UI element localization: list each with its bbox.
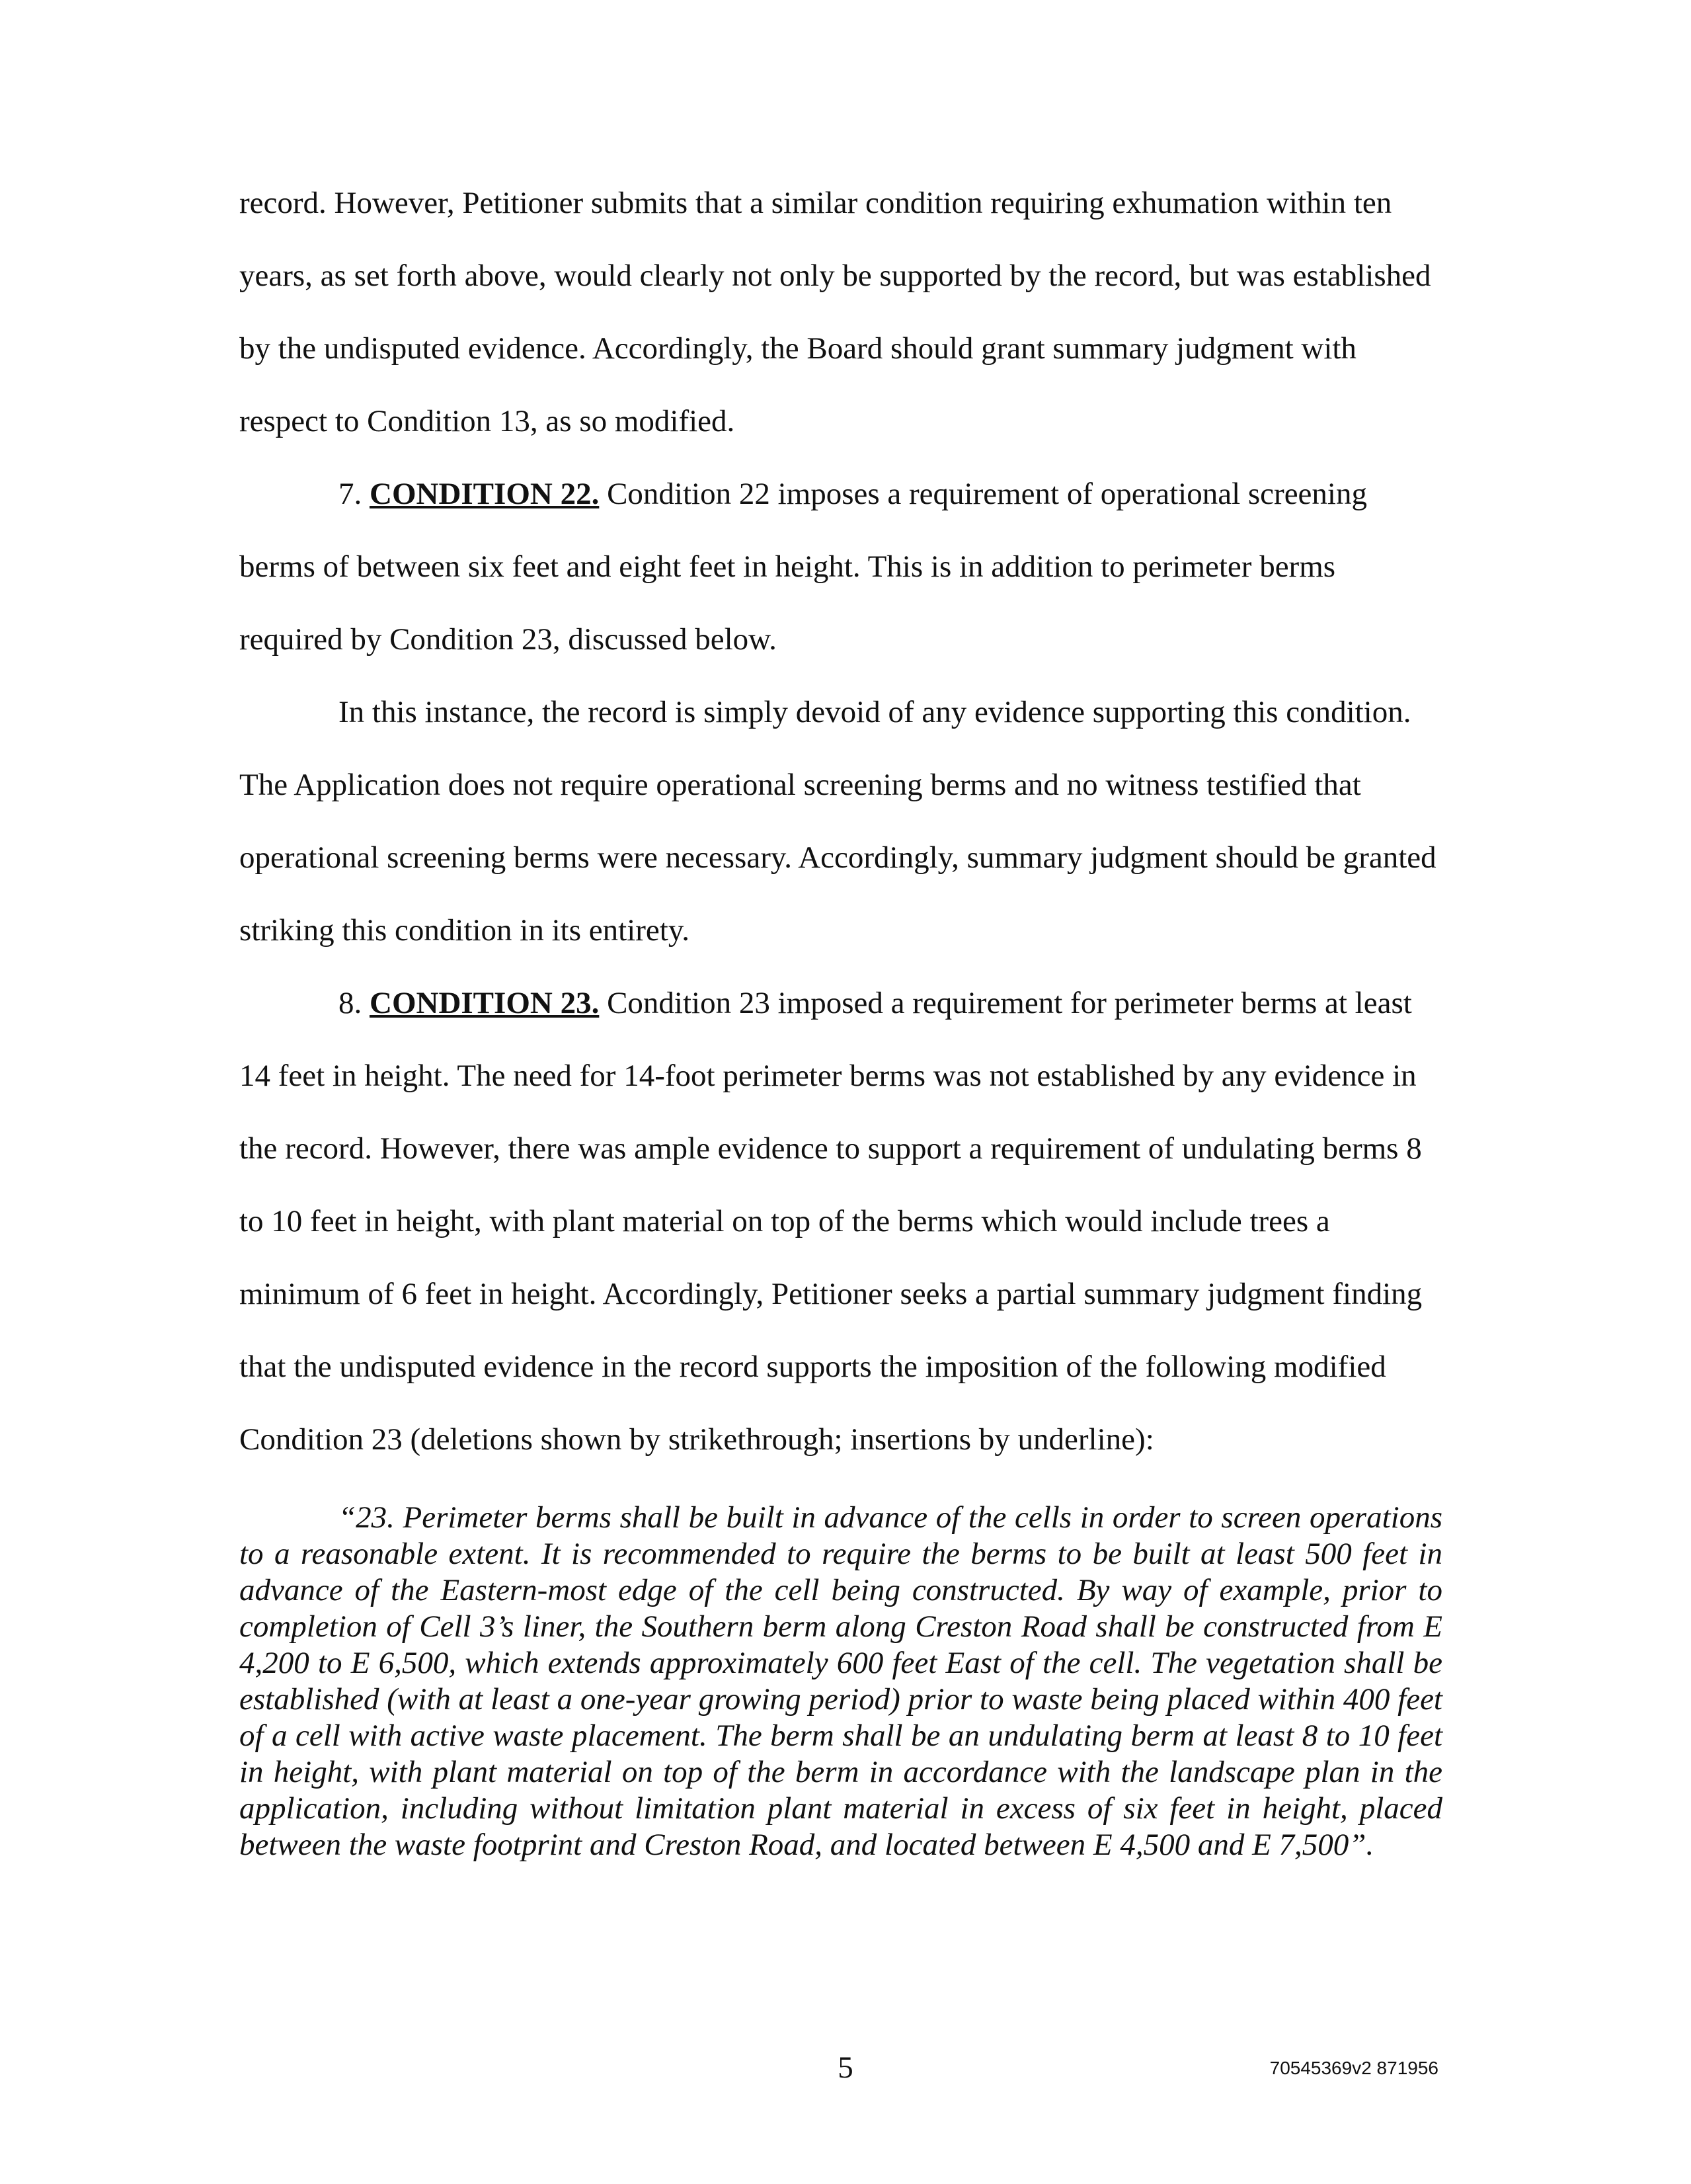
section-number: 7. <box>338 477 362 511</box>
document-id: 70545369v2 871956 <box>1269 2058 1438 2078</box>
section-text: Condition 23 imposed a requirement for perimeter berms at least 14 feet in height. The need for 14-foot perimeter berms was not established by any evidence in the record. However, there was ample evidence to support a requirement of undulating berms 8 to 10 feet in height, with plant material on top of the berms which would include trees a minimum of 6 feet in height. Accordingly, Petitioner seeks a partial summary judgment finding that the undisputed evidence in the record supports the imposition of the following modified Condition 23 (deletions shown by strikethrough; insertions by underline): <box>239 986 1423 1457</box>
section-text: Condition 22 imposes a requirement of operational screening berms of between six feet and eight feet in height. This is in addition to perimeter berms required by Condition 23, discussed below. <box>239 477 1367 657</box>
document-body <box>239 167 1442 1863</box>
paragraph-condition-22-argument: In this instance, the record is simply devoid of any evidence supporting this condition. The Application does not require operational screening berms and no witness testified that operational screening berms were necessary. Accordingly, summary judgment should be granted striking this condition in its entirety. <box>239 695 1436 948</box>
paragraph-continuation: record. However, Petitioner submits that a similar condition requiring exhumation within ten years, as set forth above, would clearly not only be supported by the record, but was established by the undisputed evidence. Accordingly, the Board should grant summary judgment with respect to Condition 13, as so modified. <box>239 186 1431 438</box>
modified-condition-quote: “23. Perimeter berms shall be built in advance of the cells in order to screen operations to a reasonable extent. It is recommended to require the berms to be built at least 500 feet in advance of the Eastern-most edge of the cell being constructed. By way of example, prior to completion of Cell 3’s liner, the Southern berm along Creston Road shall be constructed from E 4,200 to E 6,500, which extends approximately 600 feet East of the cell. The vegetation shall be established (with at least a one-year growing period) prior to waste being placed within 400 feet of a cell with active waste placement. The berm shall be an undulating berm at least 8 to 10 feet in height, with plant material on top of the berm in accordance with the landscape plan in the application, including without limitation plant material in excess of six feet in height, placed between the waste footprint and Creston Road, and located between E 4,500 and E 7,500”. <box>239 1500 1442 1862</box>
section-number: 8. <box>338 986 362 1020</box>
page-number: 5 <box>838 2050 853 2085</box>
section-heading: CONDITION 22. <box>370 477 600 511</box>
section-heading: CONDITION 23. <box>370 986 600 1020</box>
section-condition-22 <box>239 458 1442 676</box>
section-condition-23 <box>239 967 1442 1476</box>
